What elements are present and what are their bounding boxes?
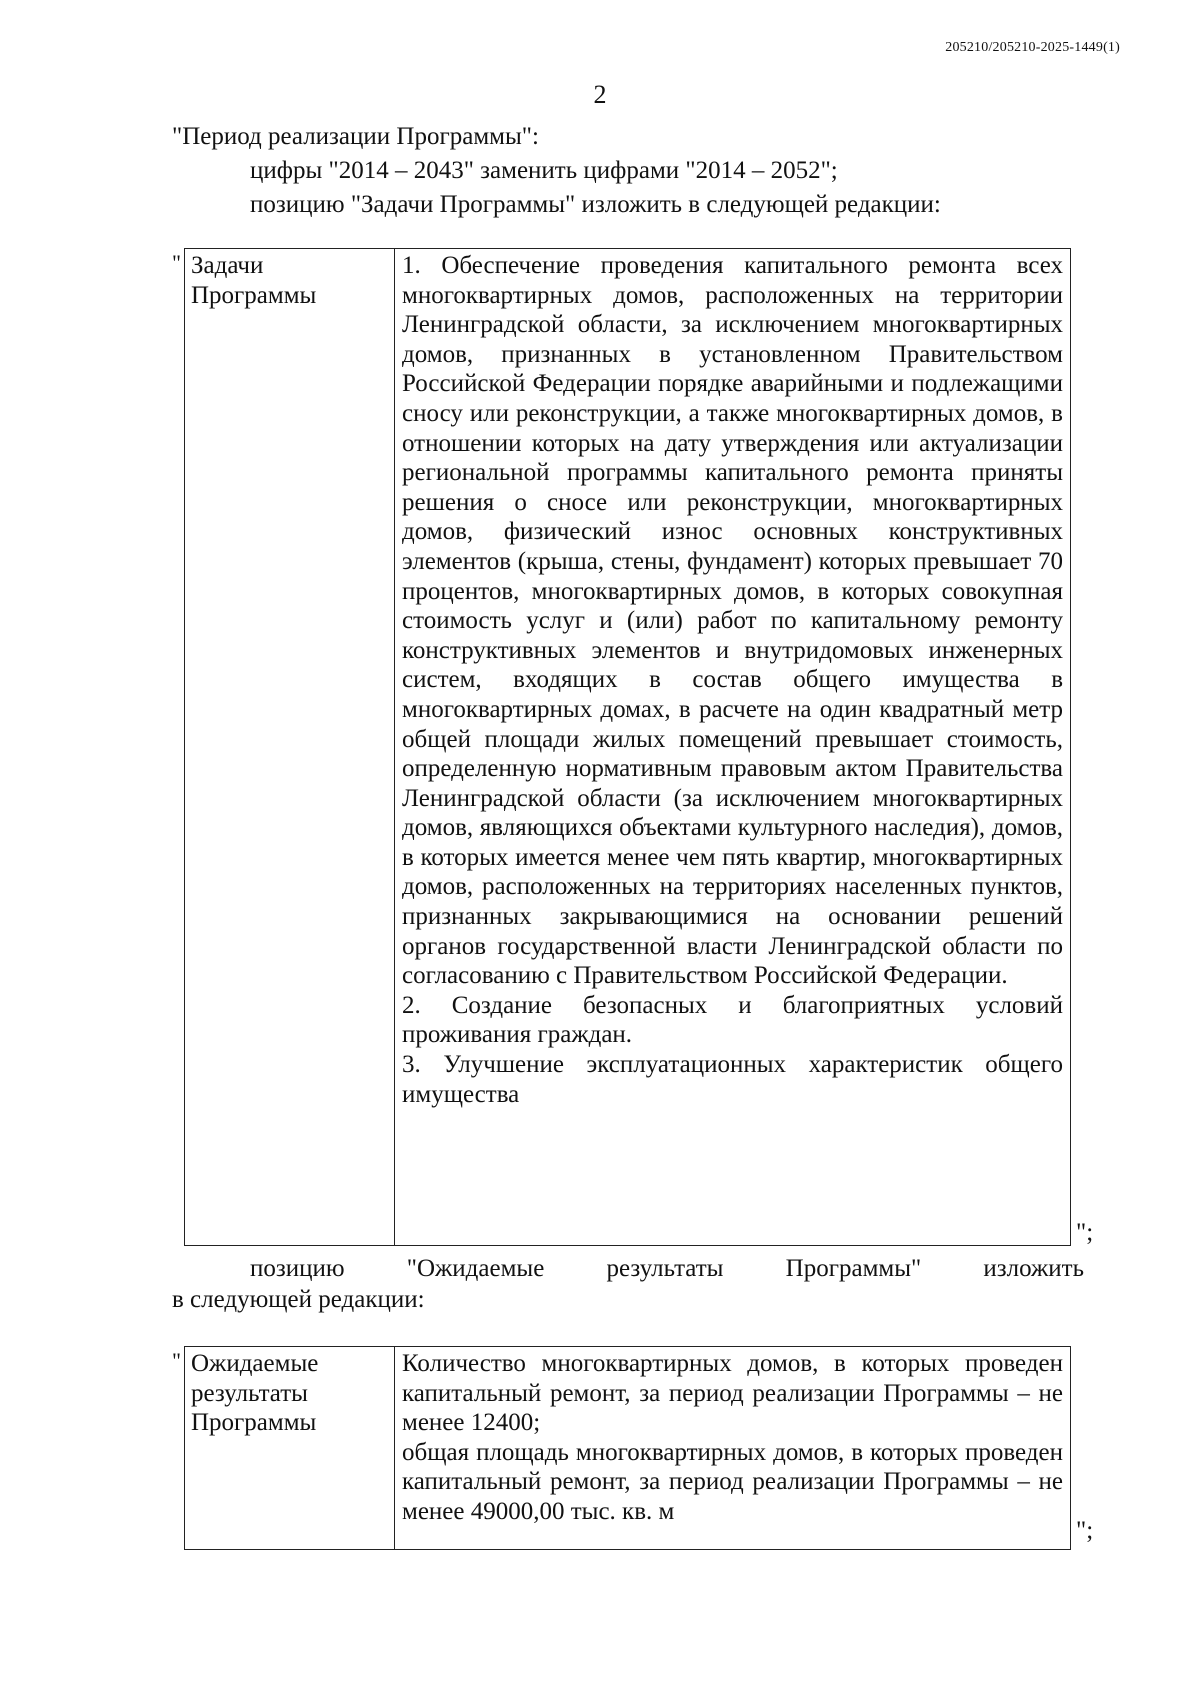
period-heading: "Период реализации Программы": (172, 123, 539, 150)
results-item-2: общая площадь многоквартирных домов, в которых проведен капитальный ремонт, за период реализации Программы – не менее 49000,00 тыс. кв. м (402, 1438, 1063, 1525)
results-item-1: Количество многоквартирных домов, в которых проведен капитальный ремонт, за период реализации Программы – не менее 12400; (402, 1350, 1063, 1437)
tasks-intro-text: позицию "Задачи Программы" изложить в следующей редакции: (250, 191, 941, 218)
tasks-label-cell (185, 249, 395, 1246)
tasks-close-quote: "; (1076, 1219, 1094, 1246)
table-row (185, 249, 1071, 1246)
results-label: Ожидаемые результаты Программы (191, 1350, 319, 1437)
tasks-item-3: 3. Улучшение эксплуатационных характеристик общего имущества (402, 1051, 1063, 1108)
table-row (185, 1347, 1071, 1550)
document-id: 205210/205210-2025-1449(1) (945, 40, 1120, 55)
tasks-item-1: 1. Обеспечение проведения капитального ремонта всех многоквартирных домов, расположенных на территории Ленинградской области, за исключением многоквартирных домов, признанных в установленном Правительством Российской Федерации порядке аварийными и подлежащими сносу или реконструкции, а также многоквартирных домов, в отношении которых на дату утверждения или актуализации региональной программы капитального ремонта приняты решения о сносе или реконструкции, многоквартирных домов, физический износ основных конструктивных элементов (крыша, стены, фундамент) которых превышает 70 процентов, многоквартирных домов, в которых совокупная стоимость услуг и (или) работ по капитальному ремонту конструктивных элементов и внутридомовых инженерных систем, входящих в состав общего имущества в многоквартирных домах, в расчете на один квадратный метр общей площади жилых помещений превышает стоимость, определенную нормативным правовым актом Правительства Ленинградской области (за исключением многоквартирных домов, являющихся объектами культурного наследия), домов, в которых имеется менее чем пять квартир, многоквартирных домов, расположенных на территориях населенных пунктов, признанных закрывающимися на основании решений органов государственной власти Ленинградской области по согласованию с Правительством Российской Федерации. (402, 252, 1063, 990)
period-change-text: цифры "2014 – 2043" заменить цифрами "2014 – 2052"; (250, 157, 838, 184)
results-content-cell (395, 1347, 1071, 1550)
tasks-label: Задачи Программы (191, 252, 317, 309)
results-intro-line1: позицию "Ожидаемые результаты Программы" изложить (250, 1255, 1084, 1282)
page-number: 2 (593, 80, 607, 109)
results-label-cell (185, 1347, 395, 1550)
results-open-quote: " (172, 1348, 181, 1373)
results-intro-line2: в следующей редакции: (172, 1286, 425, 1313)
results-table (184, 1346, 1071, 1550)
tasks-item-2: 2. Создание безопасных и благоприятных условий проживания граждан. (402, 991, 1063, 1049)
results-close-quote: "; (1076, 1517, 1094, 1544)
tasks-table (184, 248, 1071, 1246)
tasks-content-cell (395, 249, 1071, 1246)
tasks-open-quote: " (172, 250, 181, 275)
